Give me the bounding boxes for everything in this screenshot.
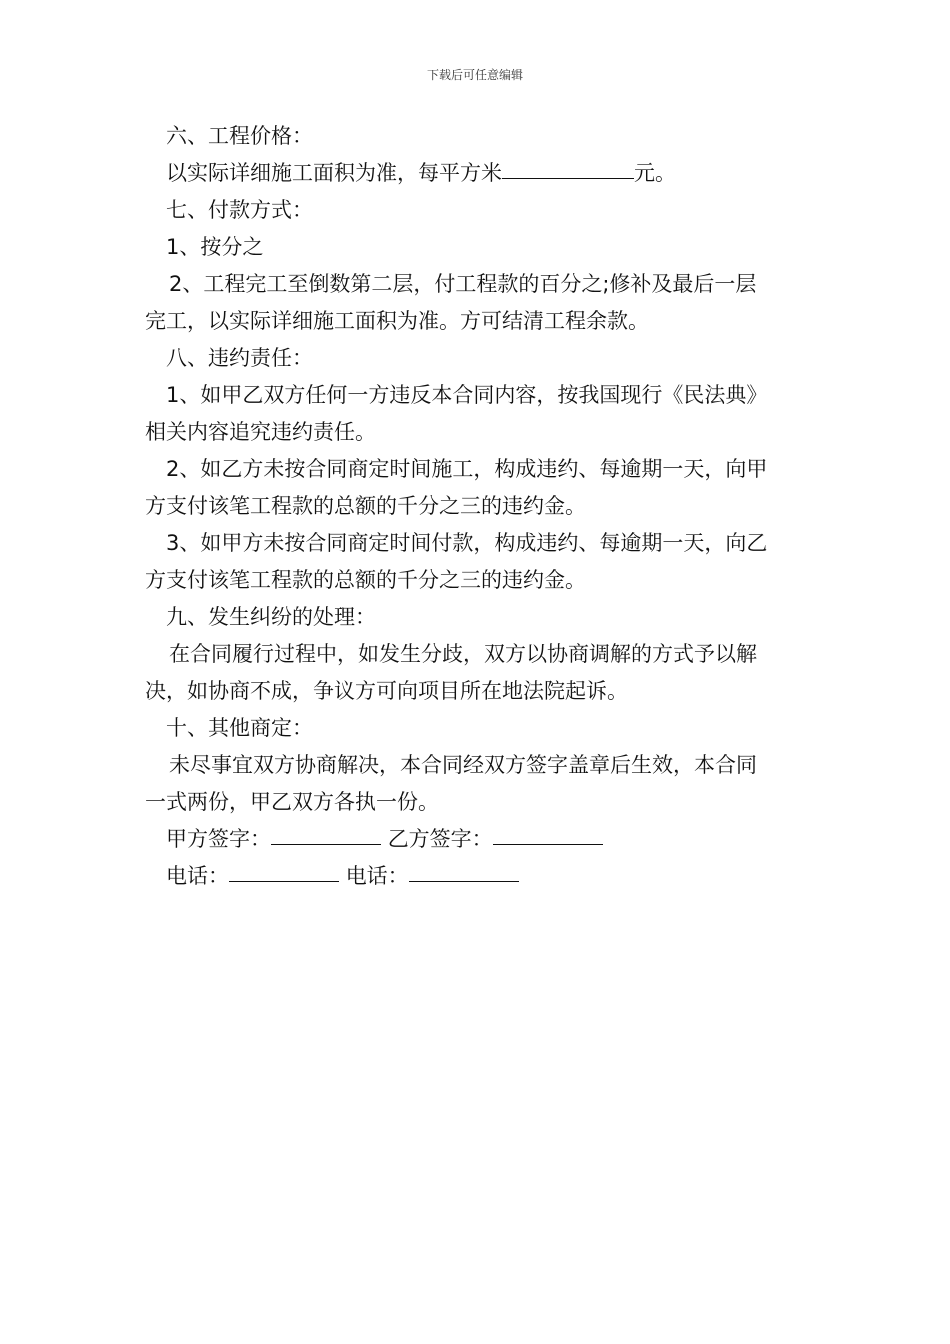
section-10-text-b: 一式两份，甲乙双方各执一份。 bbox=[145, 790, 439, 814]
section-7-title: 七、付款方式： bbox=[166, 198, 313, 222]
page-header-note: 下载后可任意编辑 bbox=[426, 68, 523, 82]
party-b-signature-label: 乙方签字： bbox=[387, 827, 493, 851]
section-10-title: 十、其他商定： bbox=[166, 716, 313, 740]
section-7-item-2-a: 2、工程完工至倒数第二层，付工程款的百分之;修补及最后一层 bbox=[169, 272, 757, 296]
party-a-signature-label: 甲方签字： bbox=[166, 827, 271, 851]
party-a-signature-blank bbox=[271, 822, 381, 845]
party-a-phone-label: 电话： bbox=[166, 864, 229, 888]
section-8-item-3-b: 方支付该笔工程款的总额的千分之三的违约金。 bbox=[145, 568, 586, 592]
section-9-text-b: 决，如协商不成，争议方可向项目所在地法院起诉。 bbox=[145, 679, 628, 703]
section-8-item-1-a: 1、如甲乙双方任何一方违反本合同内容，按我国现行《民法典》 bbox=[166, 383, 768, 407]
section-10-text-a: 未尽事宜双方协商解决，本合同经双方签字盖章后生效，本合同 bbox=[169, 753, 757, 777]
contract-body bbox=[145, 118, 810, 895]
section-8-item-3-a: 3、如甲方未按合同商定时间付款，构成违约、每逾期一天，向乙 bbox=[166, 531, 768, 555]
party-b-signature-blank bbox=[493, 822, 603, 845]
section-6-title: 六、工程价格： bbox=[166, 124, 313, 148]
section-8-item-1-b: 相关内容追究违约责任。 bbox=[145, 420, 376, 444]
party-b-phone-blank bbox=[409, 859, 519, 882]
section-9-text-a: 在合同履行过程中，如发生分歧，双方以协商调解的方式予以解 bbox=[169, 642, 757, 666]
phone-line bbox=[145, 858, 810, 895]
section-7-item-1: 1、按分之 bbox=[166, 235, 264, 259]
section-8-item-2-a: 2、如乙方未按合同商定时间施工，构成违约、每逾期一天，向甲 bbox=[166, 457, 768, 481]
party-a-phone-blank bbox=[229, 859, 339, 882]
section-7-item-2-b: 完工，以实际详细施工面积为准。方可结清工程余款。 bbox=[145, 309, 649, 333]
price-blank bbox=[502, 156, 634, 179]
section-8-item-2-b: 方支付该笔工程款的总额的千分之三的违约金。 bbox=[145, 494, 586, 518]
section-8-title: 八、违约责任： bbox=[166, 346, 313, 370]
section-6-text bbox=[145, 155, 810, 192]
section-6-text-a: 以实际详细施工面积为准，每平方米 bbox=[166, 161, 502, 185]
section-6-text-b: 元。 bbox=[634, 161, 676, 185]
signature-line bbox=[145, 821, 810, 858]
section-9-title: 九、发生纠纷的处理： bbox=[166, 605, 376, 629]
party-b-phone-label: 电话： bbox=[345, 864, 409, 888]
